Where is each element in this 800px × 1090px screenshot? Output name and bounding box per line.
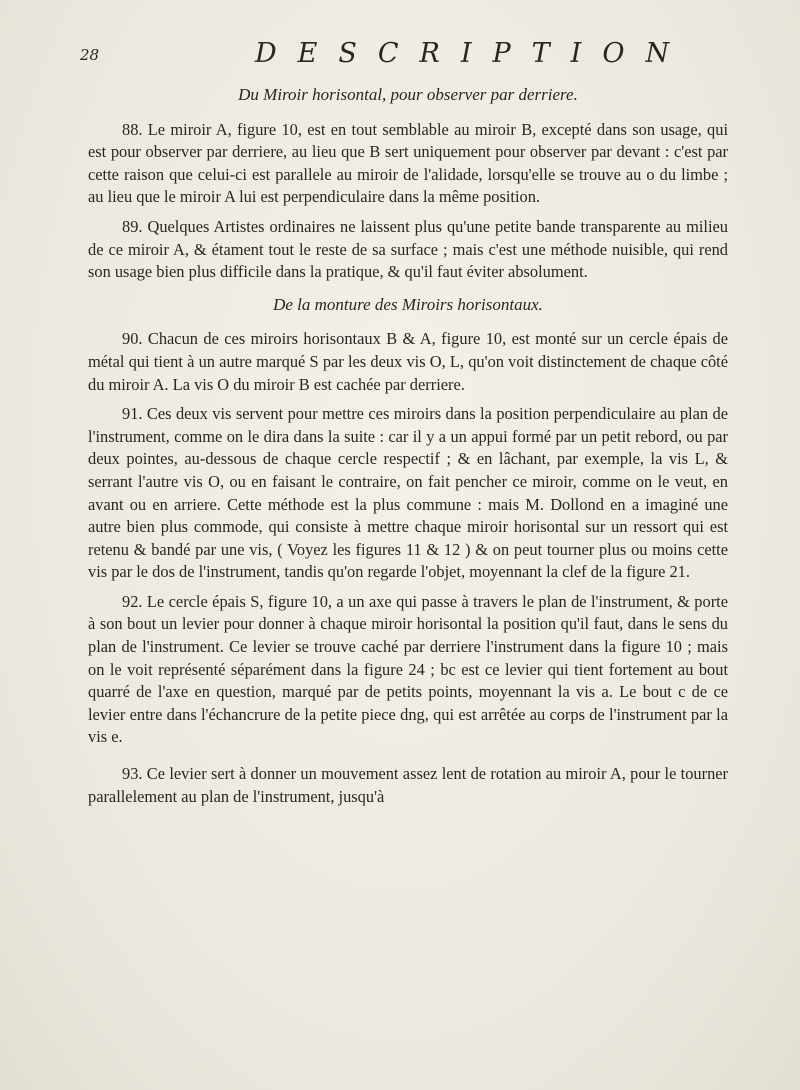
page-header: [80, 20, 740, 69]
paragraph-91: 91. Ces deux vis servent pour mettre ces miroirs dans la position perpendiculaire au plan de l'instrument, comme on le dira dans la suite : car il y a un appui formé par un petit rebord, ou par deux pointes, au-dessous de chaque cercle respectif ; & en lâchant, par exemple, la vis L, & serrant l'autre vis O, ou en faisant le contraire, on fait pencher ce miroir, comme on le veut, en avant ou en arriere. Cette méthode est la plus commune : mais M. Dollond en a imaginé une autre bien plus commode, qui consiste à mettre chaque miroir horisontal sur un ressort qui est retenu & bandé par une vis, ( Voyez les figures 11 & 12 ) & on peut tourner plus ou moins cette vis par le dos de l'instrument, tandis qu'on regarde l'objet, moyennant la clef de la figure 21.: [88, 404, 728, 582]
paragraph-90: 90. Chacun de ces miroirs horisontaux B & A, figure 10, est monté sur un cercle épais de métal qui tient à un autre marqué S par les deux vis O, L, qu'on voit distinctement de chaque côté du miroir A. La vis O du miroir B est cachée par derriere.: [88, 329, 728, 394]
running-title: DESCRIPTION: [255, 38, 691, 69]
paragraph-93: 93. Ce levier sert à donner un mouvement assez lent de rotation au miroir A, pour le tourner parallelement au plan de l'instrument, jusqu'à: [88, 764, 728, 806]
paragraph-92: 92. Le cercle épais S, figure 10, a un axe qui passe à travers le plan de l'instrument, & porte à son bout un levier pour donner à chaque miroir horisontal la position qu'il faut, dans le sens du plan de l'instrument. Ce levier se trouve caché par derriere l'instrument dans la figure 10 ; mais on le voit représenté séparément dans la figure 24 ; bc est ce levier qui tient fortement au bout quarré de l'axe en question, marqué par de petits points, moyennant la vis a. Le bout c de ce levier entre dans l'échancrure de la petite piece dng, qui est arrêtée au corps de l'instrument par la vis e.: [88, 591, 728, 747]
page-number: 28: [80, 46, 100, 64]
page-body: [88, 84, 728, 815]
section-heading-horizontal-mirror: Du Miroir horisontal, pour observer par derriere.: [238, 85, 578, 104]
paragraph-88: 88. Le miroir A, figure 10, est en tout semblable au miroir B, excepté dans son usage, qui est pour observer par derriere, au lieu que B sert uniquement pour observer par devant : c'est par cette raison que celui-ci est parallele au miroir de l'alidade, lorsqu'elle se trouve au o du limbe ; au lieu que le miroir A lui est perpendiculaire dans la même position.: [88, 119, 728, 207]
section-heading-mirror-mounting: De la monture des Miroirs horisontaux.: [273, 294, 543, 314]
paragraph-89: 89. Quelques Artistes ordinaires ne laissent plus qu'une petite bande transparente au milieu de ce miroir A, & étament tout le reste de sa surface ; mais c'est une méthode nuisible, qui rend son usage bien plus difficile dans la pratique, & qu'il faut éviter absolument.: [88, 216, 728, 282]
